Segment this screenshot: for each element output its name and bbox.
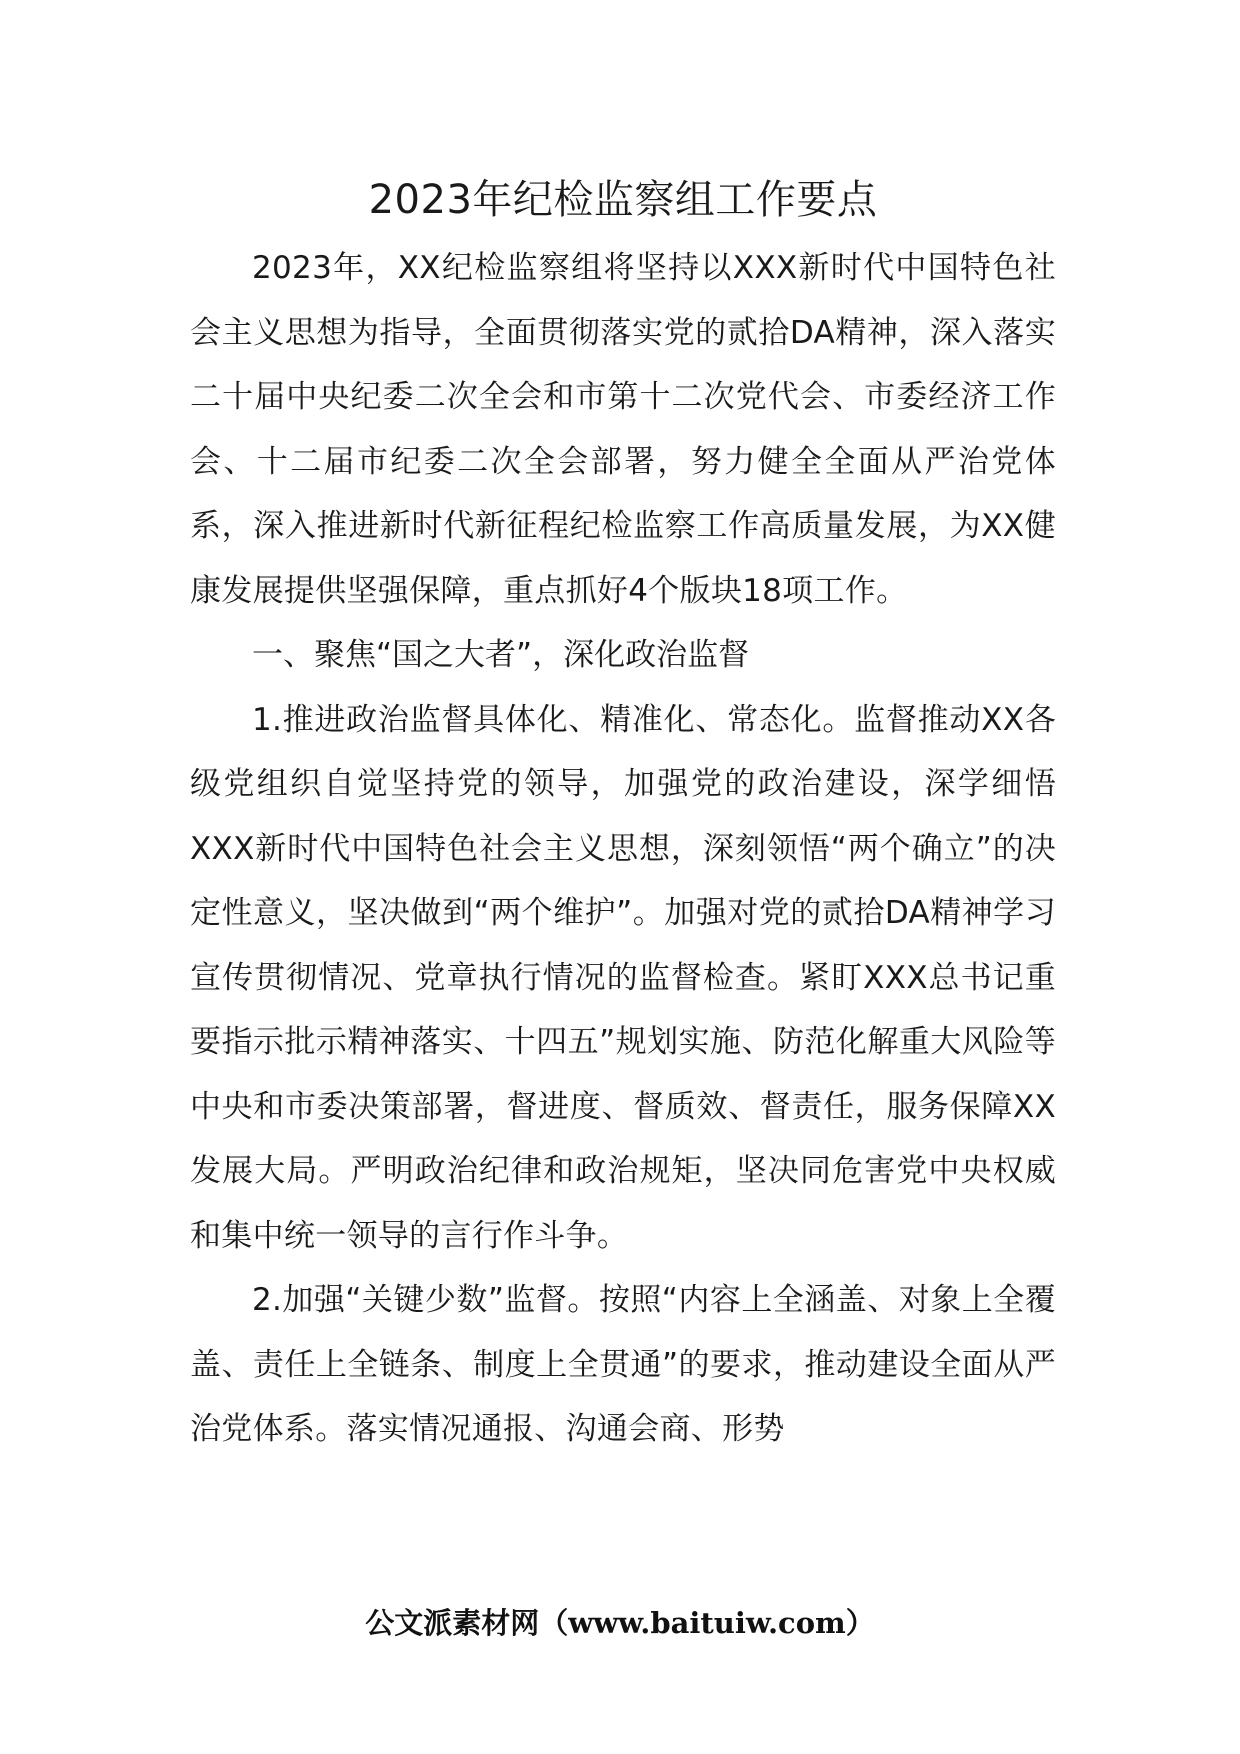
intro-paragraph: 2023年，XX纪检监察组将坚持以XXX新时代中国特色社会主义思想为指导，全面贯彻落实党的贰拾DA精神，深入落实二十届中央纪委二次全会和市第十二次党代会、市委经济工作会、十二届市纪委二次全会部署，努力健全全面从严治党体系，深入推进新时代新征程纪检监察工作高质量发展，为XX健康发展提供坚强保障，重点抓好4个版块18项工作。 — [190, 250, 1056, 609]
document-page — [190, 0, 1056, 1754]
item-paragraph-2: 2.加强“关键少数”监督。按照“内容上全涵盖、对象上全覆盖、责任上全链条、制度上全贯通”的要求，推动建设全面从严治党体系。落实情况通报、沟通会商、形势 — [190, 1282, 1056, 1447]
section-heading-1: 一、聚焦“国之大者”，深化政治监督 — [252, 637, 750, 673]
item-paragraph-1: 1.推进政治监督具体化、精准化、常态化。监督推动XX各级党组织自觉坚持党的领导，加强党的政治建设，深学细悟XXX新时代中国特色社会主义思想，深刻领悟“两个确立”的决定性意义，坚决做到“两个维护”。加强对党的贰拾DA精神学习宣传贯彻情况、党章执行情况的监督检查。紧盯XXX总书记重要指示批示精神落实、十四五”规划实施、防范化解重大风险等中央和市委决策部署，督进度、督质效、督责任，服务保障XX发展大局。严明政治纪律和政治规矩，坚决同危害党中央权威和集中统一领导的言行作斗争。 — [190, 701, 1056, 1254]
document-body — [190, 236, 1056, 1462]
document-title: 2023年纪检监察组工作要点 — [368, 177, 878, 223]
footer-watermark: 公文派素材网（www.baituiw.com） — [365, 1606, 875, 1640]
